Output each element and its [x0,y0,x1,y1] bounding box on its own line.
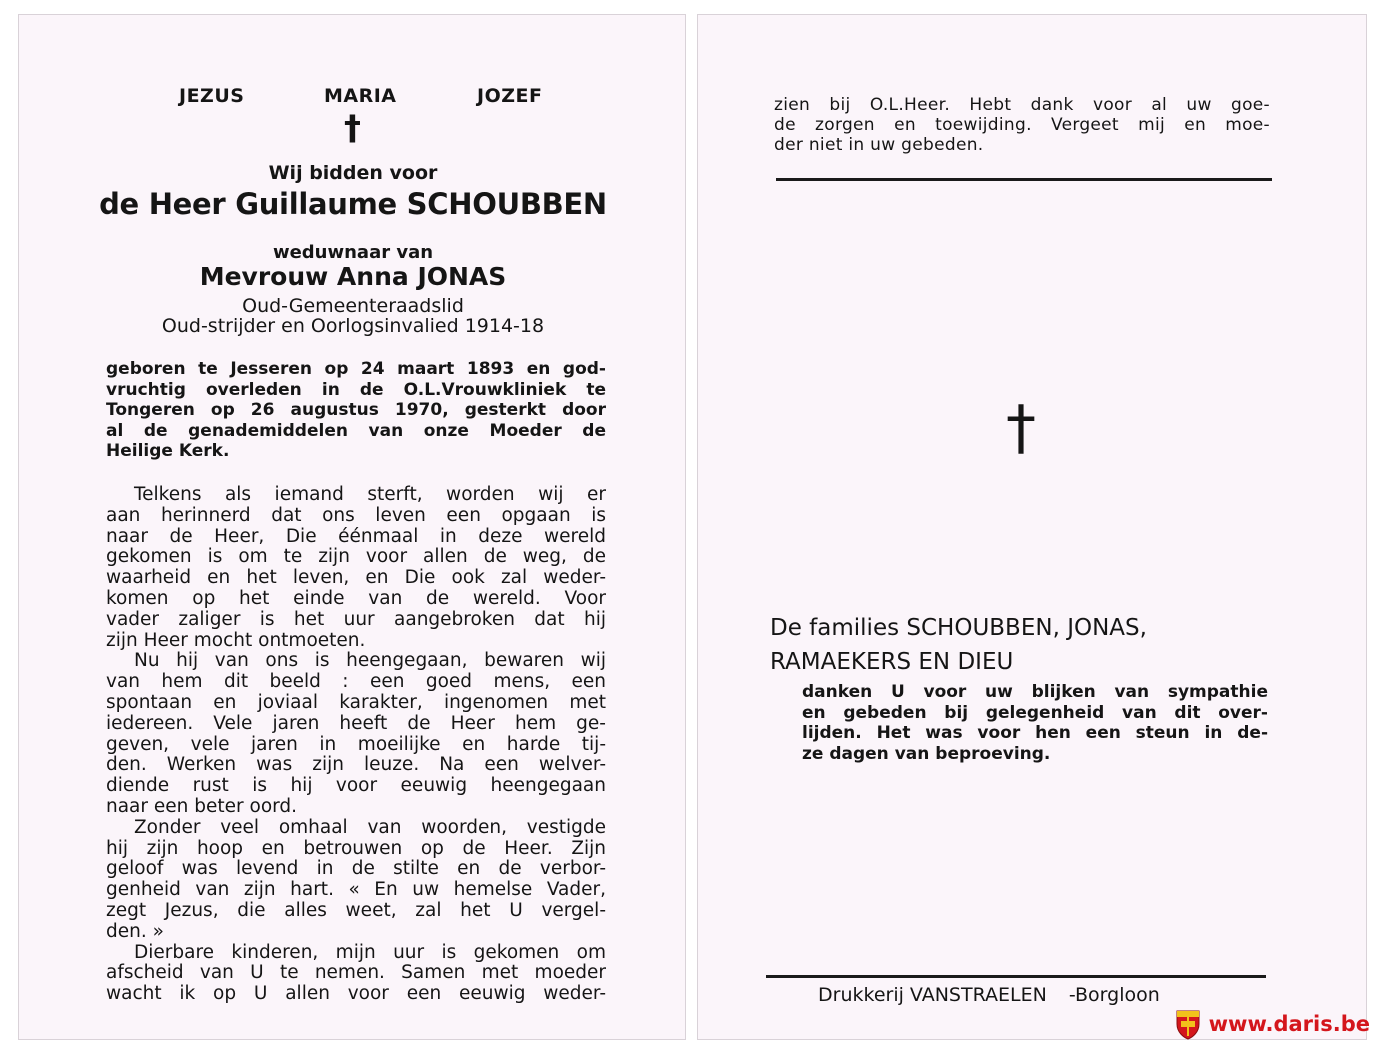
text-line: naar de Heer, Die éénmaal in deze wereld [106,525,606,547]
text-line: spontaan en joviaal karakter, ingenomen met [106,691,606,713]
thanks-line: danken U voor uw blijken van sympathie [802,682,1268,702]
text-line: de zorgen en toewijding. Vergeet mij en moe- [774,115,1270,135]
cross-icon: † [344,108,361,148]
birth-line: Tongeren op 26 augustus 1970, gesterkt door [106,400,606,420]
thanks-line: ze dagen van beproeving. [802,743,1051,764]
text-line: wacht ik op U allen voor een eeuwig weder- [106,983,606,1005]
cross-icon: † [1006,393,1036,463]
text-line: Telkens als iemand sterft, worden wij er [134,484,606,505]
thanks-line: en gebeden bij gelegenheid van dit over- [802,702,1268,723]
text-line: den. » [106,920,164,942]
text-line: van hem dit beeld : een goed mens, een [106,671,606,693]
text-line: zien bij O.L.Heer. Hebt dank voor al uw goe- [774,95,1270,115]
printer-credit [818,984,1160,1006]
right-card [697,14,1367,1040]
families-line: De families SCHOUBBEN, JONAS, [770,615,1147,641]
thanks-paragraph [802,682,1268,764]
text-line: zegt Jezus, die alles weet, zal het U vergel- [106,899,606,921]
text-line: Zonder veel omhaal van woorden, vestigde [134,816,606,838]
wife-name: Mevrouw Anna JONAS [199,262,507,291]
text-line: diende rust is hij voor eeuwig heengegaan [106,775,606,797]
text-line: aan herinnerd dat ons leven een opgaan is [106,504,606,526]
title-council: Oud-Gemeenteraadslid [242,295,464,317]
text-line: Dierbare kinderen, mijn uur is gekomen om [134,941,606,963]
birth-line: geboren te Jesseren op 24 maart 1893 en god- [106,359,606,379]
families-line: RAMAEKERS EN DIEU [770,649,1014,675]
text-line: gekomen is om te zijn voor allen de weg, de [106,546,606,568]
text-line: iedereen. Vele jaren heeft de Heer hem ge- [106,712,606,734]
text-line: Nu hij van ons is heengegaan, bewaren wij [134,650,606,672]
text-line: geloof was levend in de stilte en de verbor- [106,858,606,880]
printer-separator: - [1068,984,1075,1006]
left-card [18,14,686,1040]
text-line: naar een beter oord. [106,795,298,817]
invocation-maria: MARIA [324,85,397,107]
printer-place: Borgloon [1075,984,1160,1006]
crest-icon [1175,1008,1201,1040]
printer-name: Drukkerij VANSTRAELEN [818,984,1047,1006]
widower-line: weduwnaar van [272,242,434,263]
birth-line: Heilige Kerk. [106,441,230,461]
divider [776,178,1272,181]
invocation-jezus: JEZUS [179,85,245,107]
deceased-name: de Heer Guillaume SCHOUBBEN [99,187,607,221]
memorial-text [106,485,606,1005]
text-line: vader zaliger is het uur aangebroken dat hij [106,608,606,630]
pray-line: Wij bidden voor [268,162,438,184]
birth-line: al de genademiddelen van onze Moeder de [106,420,606,441]
birth-line: vruchtig overleden in de O.L.Vrouwkliniek te [106,379,606,400]
text-line: zijn Heer mocht ontmoeten. [106,629,366,651]
thanks-line: lijden. Het was voor hen een steun in de- [802,723,1268,743]
birth-death-paragraph [106,359,606,462]
text-line: hij zijn hoop en betrouwen op de Heer. Zijn [106,837,606,859]
text-line: genheid van zijn hart. « En uw hemelse Vader, [106,879,606,901]
text-line: waarheid en het leven, en Die ook zal weder- [106,567,606,589]
watermark-text: www.daris.be [1208,1012,1370,1036]
divider [766,975,1266,978]
title-veteran: Oud-strijder en Oorlogsinvalied 1914-18 [161,315,545,337]
text-line: geven, vele jaren in moeilijke en harde tij- [106,733,606,755]
invocation-jozef: JOZEF [477,85,543,107]
text-line: der niet in uw gebeden. [774,135,984,155]
watermark [1175,1006,1370,1042]
continued-text [774,95,1270,155]
text-line: afscheid van U te nemen. Samen met moeder [106,962,606,984]
text-line: komen op het einde van de wereld. Voor [106,587,606,609]
text-line: den. Werken was zijn leuze. Na een welver- [106,754,606,776]
